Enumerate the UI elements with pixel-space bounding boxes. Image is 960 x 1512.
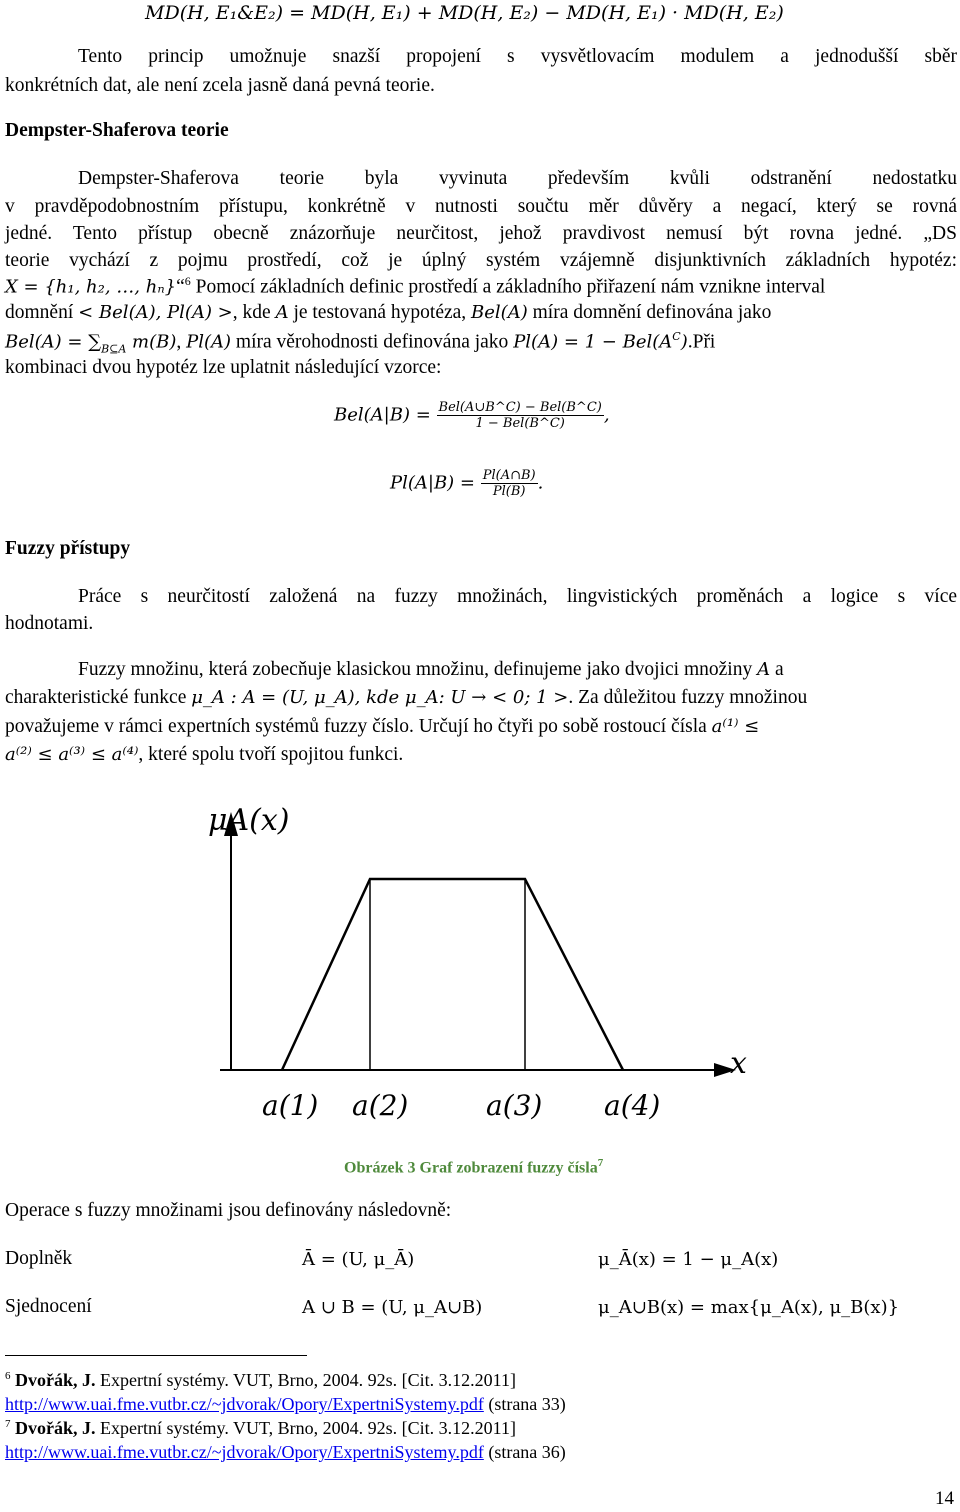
op-name-union: Sjednocení bbox=[5, 1296, 92, 1317]
den: Pl(B) bbox=[492, 484, 526, 499]
fuzzy-p2-line-1 bbox=[78, 659, 784, 681]
den: 1 − Bel(B^C) bbox=[475, 416, 565, 431]
var-a: A bbox=[275, 302, 289, 323]
tail: . bbox=[537, 472, 544, 494]
num: Pl(A∩B) bbox=[482, 468, 536, 483]
tick-a4: a(4) bbox=[604, 1089, 661, 1122]
fuzzy-p2-line-2 bbox=[5, 687, 807, 709]
hypotheses-set: X = {h₁, h₂, …, hₙ} bbox=[5, 276, 177, 298]
fuzzy-p1-line-1: Práce s neurčitostí založená na fuzzy množinách, lingvistických proměnách a logice s více bbox=[78, 586, 957, 607]
op-formula-complement: μ_Ā(x) = 1 − μ_A(x) bbox=[598, 1249, 779, 1270]
bel-def: Bel(A) = ∑ bbox=[5, 331, 102, 353]
t: a bbox=[770, 659, 784, 680]
formula-bel-lhs: Bel(A|B) = bbox=[334, 404, 431, 426]
trapezoid-membership bbox=[282, 879, 623, 1070]
footnote-6-link[interactable]: http://www.uai.fme.vutbr.cz/~jdvorak/Opory/ExpertniSystemy.pdf bbox=[5, 1394, 484, 1414]
ds-line-4: teorie vychází z pojmu prostředí, což je úplný systém vzájemně disjunktivních základních hypotéz: bbox=[5, 250, 957, 271]
t: . Za důležitou fuzzy množinou bbox=[568, 687, 808, 708]
footnote-separator bbox=[5, 1355, 307, 1356]
t: charakteristické funkce bbox=[5, 687, 192, 708]
fuzzy-heading: Fuzzy přístupy bbox=[5, 538, 131, 559]
ds-line-1: Dempster-Shaferova teorie byla vyvinuta především kvůli odstranění nedostatku bbox=[78, 168, 957, 189]
paren: ) bbox=[680, 331, 688, 353]
tick-a3: a(3) bbox=[486, 1089, 543, 1122]
fuzzy-number-figure bbox=[200, 790, 770, 1130]
footnote-ref-6[interactable]: 6 bbox=[184, 274, 191, 288]
t: míra domnění definována jako bbox=[527, 302, 772, 323]
ds-line-5-text: Pomocí základních definic prostředí a základního přiřazení nám vznikne interval bbox=[190, 276, 826, 298]
ds-line-3: jedné. Tento přístup obecně znázorňuje neurčitost, jehož pravdivost nemusí být rovna jedné. „DS bbox=[5, 223, 957, 244]
t: , bbox=[176, 331, 187, 353]
ds-line-5 bbox=[5, 274, 825, 299]
t: , kde bbox=[232, 302, 276, 323]
intro-line-1: Tento princip umožnuje snazší propojení s vysvětlovacím modulem a jednodušší sběr bbox=[78, 46, 957, 67]
tail: , bbox=[603, 404, 610, 426]
quote-mark: “ bbox=[176, 276, 185, 298]
fuzzy-p2-line-3 bbox=[5, 716, 759, 738]
t: Fuzzy množinu, která zobecňuje klasickou množinu, definujeme jako dvojici množiny bbox=[78, 659, 758, 680]
formula-pl-lhs: Pl(A|B) = bbox=[390, 472, 476, 494]
interval: < Bel(A), Pl(A) > bbox=[78, 302, 233, 323]
x-axis-label: x bbox=[730, 1046, 747, 1081]
char-func: μ_A : A = (U, μ_A), kde μ_A: U → < 0; 1 > bbox=[191, 687, 569, 708]
fuzzy-p1-line-2: hodnotami. bbox=[5, 613, 94, 634]
footnote-7 bbox=[5, 1418, 516, 1439]
num: Bel(A∪B^C) − Bel(B^C) bbox=[438, 400, 602, 415]
footnote-6-num: 6 bbox=[5, 1370, 11, 1382]
footnote-ref-7[interactable]: 7 bbox=[597, 1157, 604, 1169]
op-def-union: A ∪ B = (U, μ_A∪B) bbox=[302, 1297, 483, 1318]
var-a: A bbox=[757, 659, 771, 680]
footnote-6-page: (strana 33) bbox=[483, 1394, 566, 1414]
footnote-6 bbox=[5, 1370, 516, 1391]
ds-line-6 bbox=[5, 302, 771, 324]
top-formula: MD(H, E₁&E₂) = MD(H, E₁) + MD(H, E₂) − MD(H, E₁) · MD(H, E₂) bbox=[145, 2, 784, 24]
tick-a2: a(2) bbox=[352, 1089, 409, 1122]
footnote-6-link-line bbox=[5, 1394, 566, 1415]
y-axis-label: μA(x) bbox=[208, 803, 290, 838]
a1: a⁽¹⁾ ≤ bbox=[711, 716, 760, 737]
t: .Při bbox=[687, 331, 716, 353]
t: domnění bbox=[5, 302, 79, 323]
pl-def: Pl(A) = 1 − Bel(A bbox=[513, 331, 673, 353]
sum-sub: B⊆A bbox=[101, 342, 127, 356]
figure-caption-text: Obrázek 3 Graf zobrazení fuzzy čísla bbox=[344, 1159, 598, 1177]
formula-bel bbox=[334, 400, 610, 431]
footnote-7-page: (strana 36) bbox=[483, 1442, 566, 1462]
op-name-complement: Doplněk bbox=[5, 1248, 73, 1269]
footnote-7-link-line bbox=[5, 1442, 566, 1463]
bel-a: Bel(A) bbox=[471, 302, 528, 323]
ds-line-7 bbox=[5, 330, 715, 355]
tick-a1: a(1) bbox=[262, 1089, 319, 1122]
ds-heading: Dempster-Shaferova teorie bbox=[5, 120, 229, 141]
t: , které spolu tvoří spojitou funkci. bbox=[138, 744, 404, 765]
op-def-complement: Ā = (U, μ_Ā) bbox=[302, 1249, 415, 1270]
complement-sup: C bbox=[672, 330, 681, 343]
mass: m(B) bbox=[126, 331, 177, 353]
t: míra věrohodnosti definována jako bbox=[231, 331, 514, 353]
footnote-7-text: Expertní systémy. VUT, Brno, 2004. 92s. [Cit. 3.12.2011] bbox=[95, 1418, 516, 1438]
footnote-7-num: 7 bbox=[5, 1418, 11, 1430]
footnote-7-link[interactable]: http://www.uai.fme.vutbr.cz/~jdvorak/Opory/ExpertniSystemy.pdf bbox=[5, 1442, 484, 1462]
formula-pl bbox=[390, 468, 543, 499]
ops-intro: Operace s fuzzy množinami jsou definovány následovně: bbox=[5, 1200, 452, 1221]
footnote-7-author: Dvořák, J. bbox=[15, 1418, 96, 1438]
pl-a: Pl(A) bbox=[186, 331, 232, 353]
footnote-6-author: Dvořák, J. bbox=[15, 1370, 96, 1390]
a-chain: a⁽²⁾ ≤ a⁽³⁾ ≤ a⁽⁴⁾ bbox=[5, 744, 139, 765]
formula-pl-frac bbox=[481, 468, 538, 499]
ds-line-2: v pravděpodobnostním přístupu, konkrétně v nutnosti součtu měr důvěry a negací, který se rovná bbox=[5, 196, 957, 217]
page-number: 14 bbox=[935, 1488, 954, 1509]
figure-caption bbox=[344, 1157, 603, 1177]
formula-bel-frac bbox=[437, 400, 604, 431]
ds-line-8: kombinaci dvou hypotéz lze uplatnit následující vzorce: bbox=[5, 357, 442, 378]
t: je testovaná hypotéza, bbox=[288, 302, 472, 323]
fuzzy-p2-line-4 bbox=[5, 744, 403, 766]
op-formula-union: μ_A∪B(x) = max{μ_A(x), μ_B(x)} bbox=[598, 1297, 900, 1318]
t: považujeme v rámci expertních systémů fuzzy číslo. Určují ho čtyři po sobě rostoucí čísla bbox=[5, 716, 712, 737]
footnote-6-text: Expertní systémy. VUT, Brno, 2004. 92s. [Cit. 3.12.2011] bbox=[95, 1370, 516, 1390]
intro-line-2: konkrétních dat, ale není zcela jasně daná pevná teorie. bbox=[5, 75, 435, 96]
